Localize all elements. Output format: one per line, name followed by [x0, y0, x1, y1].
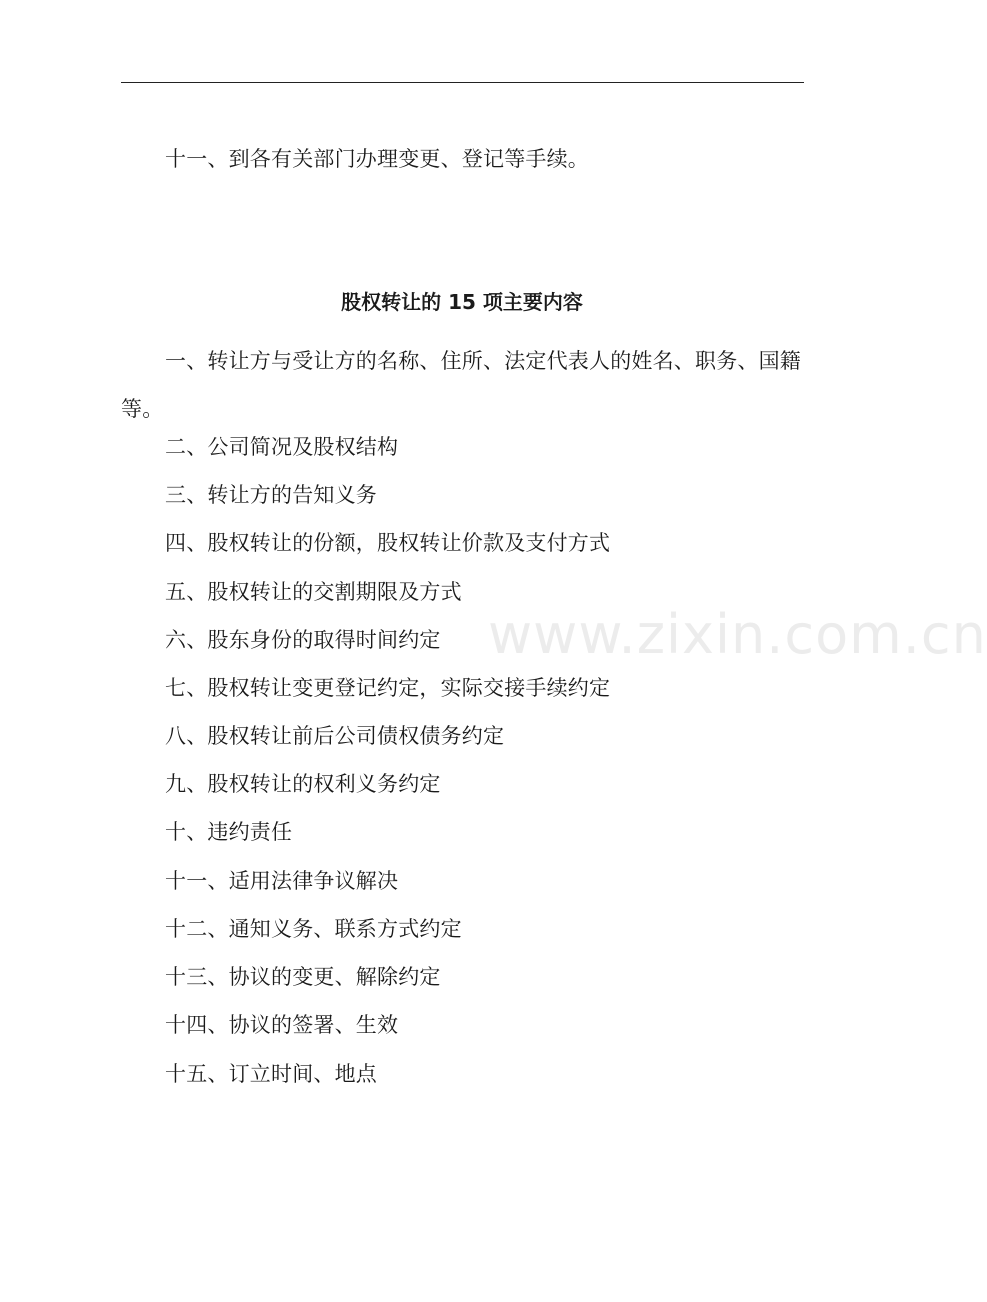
list-item-2: 二、公司简况及股权结构	[165, 435, 399, 459]
watermark: www.zixin.com.cn	[488, 603, 987, 666]
prior-list-item: 十一、到各有关部门办理变更、登记等手续。	[165, 147, 589, 171]
list-item-7: 七、股权转让变更登记约定，实际交接手续约定	[165, 676, 611, 700]
header-rule	[121, 82, 804, 83]
list-item-9: 九、股权转让的权利义务约定	[165, 772, 441, 796]
list-item-5: 五、股权转让的交割期限及方式	[165, 580, 462, 604]
list-item-10: 十、违约责任	[165, 820, 293, 844]
list-item-14: 十四、协议的签署、生效	[165, 1013, 399, 1037]
list-item-15: 十五、订立时间、地点	[165, 1062, 377, 1086]
list-item-12: 十二、通知义务、联系方式约定	[165, 917, 462, 941]
section-title: 股权转让的 15 项主要内容	[341, 290, 583, 314]
list-item-1: 一、转让方与受让方的名称、住所、法定代表人的姓名、职务、国籍等。	[121, 349, 801, 421]
list-item-8: 八、股权转让前后公司债权债务约定	[165, 724, 505, 748]
list-item-13: 十三、协议的变更、解除约定	[165, 965, 441, 989]
list-item-4: 四、股权转让的份额，股权转让价款及支付方式	[165, 531, 611, 555]
list-item-6: 六、股东身份的取得时间约定	[165, 628, 441, 652]
list-item-11: 十一、适用法律争议解决	[165, 869, 399, 893]
list-item-3: 三、转让方的告知义务	[165, 483, 377, 507]
